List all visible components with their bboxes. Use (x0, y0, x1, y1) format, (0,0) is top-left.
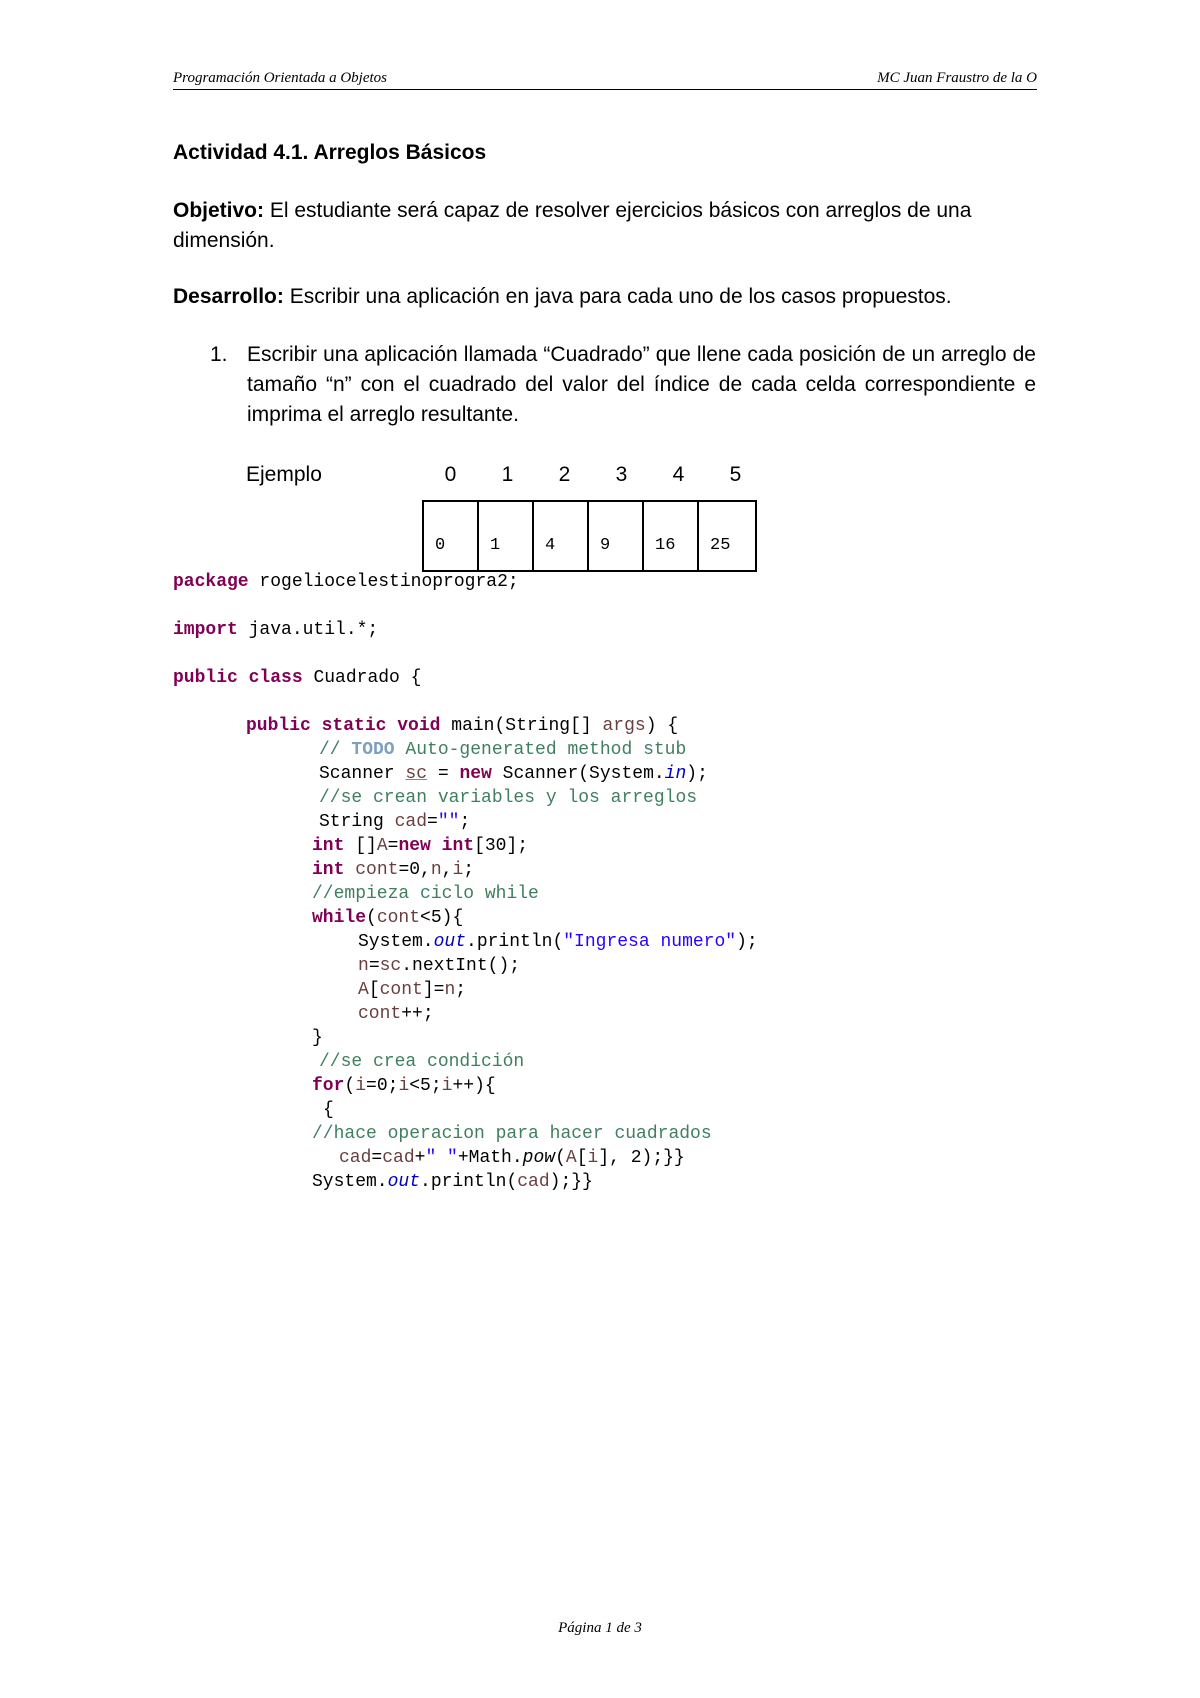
objective-label: Objetivo: (173, 199, 265, 222)
code-token: .nextInt(); (401, 956, 521, 976)
development-label: Desarrollo: (173, 285, 284, 308)
code-line-for (312, 1074, 496, 1098)
code-token: A (358, 980, 369, 1000)
code-token: );}} (549, 1172, 593, 1192)
code-token: ); (736, 932, 758, 952)
code-token: ); (686, 764, 708, 784)
array-index: 4 (672, 463, 685, 486)
code-token: ) { (645, 716, 679, 736)
code-token: //empieza ciclo while (312, 884, 539, 904)
array-cell (424, 502, 479, 570)
code-line-println (358, 930, 758, 954)
code-token: <5; (409, 1076, 442, 1096)
code-token: +Math. (457, 1148, 523, 1168)
array-index: 2 (558, 463, 571, 486)
code-token: i (441, 1076, 453, 1096)
code-token: cont (358, 1004, 402, 1024)
code-token: i (587, 1148, 599, 1168)
code-token: [30]; (474, 836, 529, 856)
code-token: = (427, 764, 460, 784)
code-token: <5){ (420, 908, 464, 928)
code-line-main (246, 714, 678, 738)
code-token: while (312, 908, 367, 928)
code-token: =0, (398, 860, 431, 880)
code-token: //hace operacion para hacer cuadrados (312, 1124, 712, 1144)
code-line-increment (358, 1002, 434, 1026)
exercise-number: 1. (210, 343, 228, 366)
code-token: n (430, 860, 442, 880)
code-token: cad (339, 1148, 372, 1168)
development-text: Escribir una aplicación en java para cada uno de los casos propuestos. (283, 285, 952, 308)
code-line-class (173, 666, 421, 690)
code-token: A (376, 836, 388, 856)
code-token: static (321, 716, 387, 736)
array-cell (534, 502, 589, 570)
objective-paragraph (173, 196, 1037, 256)
code-token: package (173, 572, 249, 592)
code-token: ++; (401, 1004, 434, 1024)
code-token: java.util.*; (237, 620, 379, 640)
code-token: import (173, 620, 238, 640)
code-token: n (444, 980, 456, 1000)
code-token: pow (522, 1148, 556, 1168)
code-token: ; (463, 860, 475, 880)
code-token: i (452, 860, 464, 880)
code-token: out (433, 932, 467, 952)
development-paragraph (173, 282, 1037, 312)
code-token: = (371, 1148, 383, 1168)
example-label: Ejemplo (246, 463, 322, 486)
code-token: int (312, 860, 345, 880)
array-cell-value: 16 (655, 536, 676, 555)
code-token: // (319, 740, 352, 760)
code-token: [] (344, 836, 377, 856)
code-line-read-int (358, 954, 520, 978)
code-token: out (387, 1172, 421, 1192)
code-token: + (414, 1148, 426, 1168)
code-line-int-decl (312, 858, 474, 882)
array-cell-value: 25 (710, 536, 731, 555)
example-array-table (422, 500, 757, 572)
exercise-item (210, 340, 1036, 430)
code-token: .println( (420, 1172, 518, 1192)
code-line-close-brace (312, 1026, 323, 1050)
code-token: args (602, 716, 646, 736)
code-token: =0; (366, 1076, 399, 1096)
code-token: ; (459, 812, 471, 832)
code-token: Scanner(System. (491, 764, 665, 784)
code-token: cont (376, 908, 421, 928)
code-token: in (664, 764, 687, 784)
code-token: "Ingresa numero" (563, 932, 737, 952)
code-token: sc (405, 764, 428, 784)
array-index: 1 (501, 463, 514, 486)
code-token: } (312, 1028, 323, 1048)
code-token: main(String[] (440, 716, 603, 736)
array-cell (479, 502, 534, 570)
code-line-todo-comment (319, 738, 686, 762)
code-token: int (312, 836, 345, 856)
code-token: //se crean variables y los arreglos (319, 788, 698, 808)
code-line-while (312, 906, 463, 930)
code-line-package (173, 570, 519, 594)
code-token: Scanner (319, 764, 406, 784)
code-line-string-decl (319, 810, 470, 834)
array-cell (699, 502, 755, 570)
array-index: 0 (444, 463, 457, 486)
code-token: Auto-generated method stub (394, 740, 687, 760)
code-token: int (441, 836, 475, 856)
objective-text: El estudiante será capaz de resolver ejercicios básicos con arreglos de una dimensión. (173, 199, 972, 252)
code-token: //se crea condición (319, 1052, 525, 1072)
array-cell-value: 4 (545, 536, 556, 555)
code-token: rogeliocelestinoprogra2; (248, 572, 519, 592)
page-number-footer: Página 1 de 3 (558, 1620, 642, 1636)
code-line-pow (339, 1146, 685, 1170)
header-course-title: Programación Orientada a Objetos (173, 70, 388, 86)
code-line-comment (319, 786, 697, 810)
code-line-scanner (319, 762, 708, 786)
code-token: = (387, 836, 399, 856)
code-token: TODO (351, 740, 395, 760)
code-token: A (565, 1148, 577, 1168)
code-token: new (398, 836, 431, 856)
code-line-print-result (312, 1170, 593, 1194)
code-token: Cuadrado { (302, 668, 422, 688)
code-line-import (173, 618, 378, 642)
code-line-comment (312, 882, 539, 906)
code-token: ], 2);}} (598, 1148, 685, 1168)
code-token: = (368, 956, 380, 976)
code-token: "" (437, 812, 460, 832)
code-token: new (459, 764, 492, 784)
code-token: void (397, 716, 441, 736)
code-token: System. (312, 1172, 388, 1192)
code-token: { (323, 1100, 334, 1120)
code-token: ++){ (452, 1076, 496, 1096)
code-line-assign (358, 978, 466, 1002)
code-token: for (312, 1076, 345, 1096)
code-token: ]= (422, 980, 445, 1000)
array-cell (589, 502, 644, 570)
header-author: MC Juan Fraustro de la O (877, 70, 1037, 86)
activity-title: Actividad 4.1. Arreglos Básicos (173, 141, 487, 164)
code-line-open-brace (323, 1098, 334, 1122)
code-token: " " (425, 1148, 458, 1168)
code-token: String (319, 812, 395, 832)
array-cell-value: 1 (490, 536, 501, 555)
code-line-comment (319, 1050, 524, 1074)
code-token: cad (382, 1148, 415, 1168)
code-token: [ (576, 1148, 588, 1168)
header-divider (173, 89, 1037, 90)
code-line-array-decl (312, 834, 528, 858)
code-token: .println( (466, 932, 564, 952)
array-cell-value: 0 (435, 536, 446, 555)
array-index: 5 (729, 463, 742, 486)
array-cell (644, 502, 699, 570)
array-cell-value: 9 (600, 536, 611, 555)
code-token: cad (517, 1172, 550, 1192)
code-token: i (355, 1076, 367, 1096)
code-token: cont (379, 980, 423, 1000)
code-token: n (358, 956, 369, 976)
code-token: ( (366, 908, 377, 928)
code-token: class (248, 668, 303, 688)
code-token (344, 860, 355, 880)
code-token: cont (355, 860, 399, 880)
code-token (431, 836, 442, 856)
code-token: ( (344, 1076, 356, 1096)
code-token: [ (368, 980, 380, 1000)
code-token: = (427, 812, 438, 832)
code-token: ; (455, 980, 467, 1000)
code-token: , (441, 860, 453, 880)
code-token: sc (379, 956, 402, 976)
array-index: 3 (615, 463, 628, 486)
exercise-text: Escribir una aplicación llamada “Cuadrado” que llene cada posición de un arreglo de tamaño “n” con el cuadrado del valor del índice de cada celda correspondiente e imprima el arreglo resultante. (247, 343, 1036, 426)
code-token: System. (358, 932, 434, 952)
code-token: i (398, 1076, 410, 1096)
code-line-comment (312, 1122, 712, 1146)
code-token: public (173, 668, 238, 688)
code-token: ( (555, 1148, 566, 1168)
code-token: public (246, 716, 311, 736)
code-token: cad (394, 812, 428, 832)
